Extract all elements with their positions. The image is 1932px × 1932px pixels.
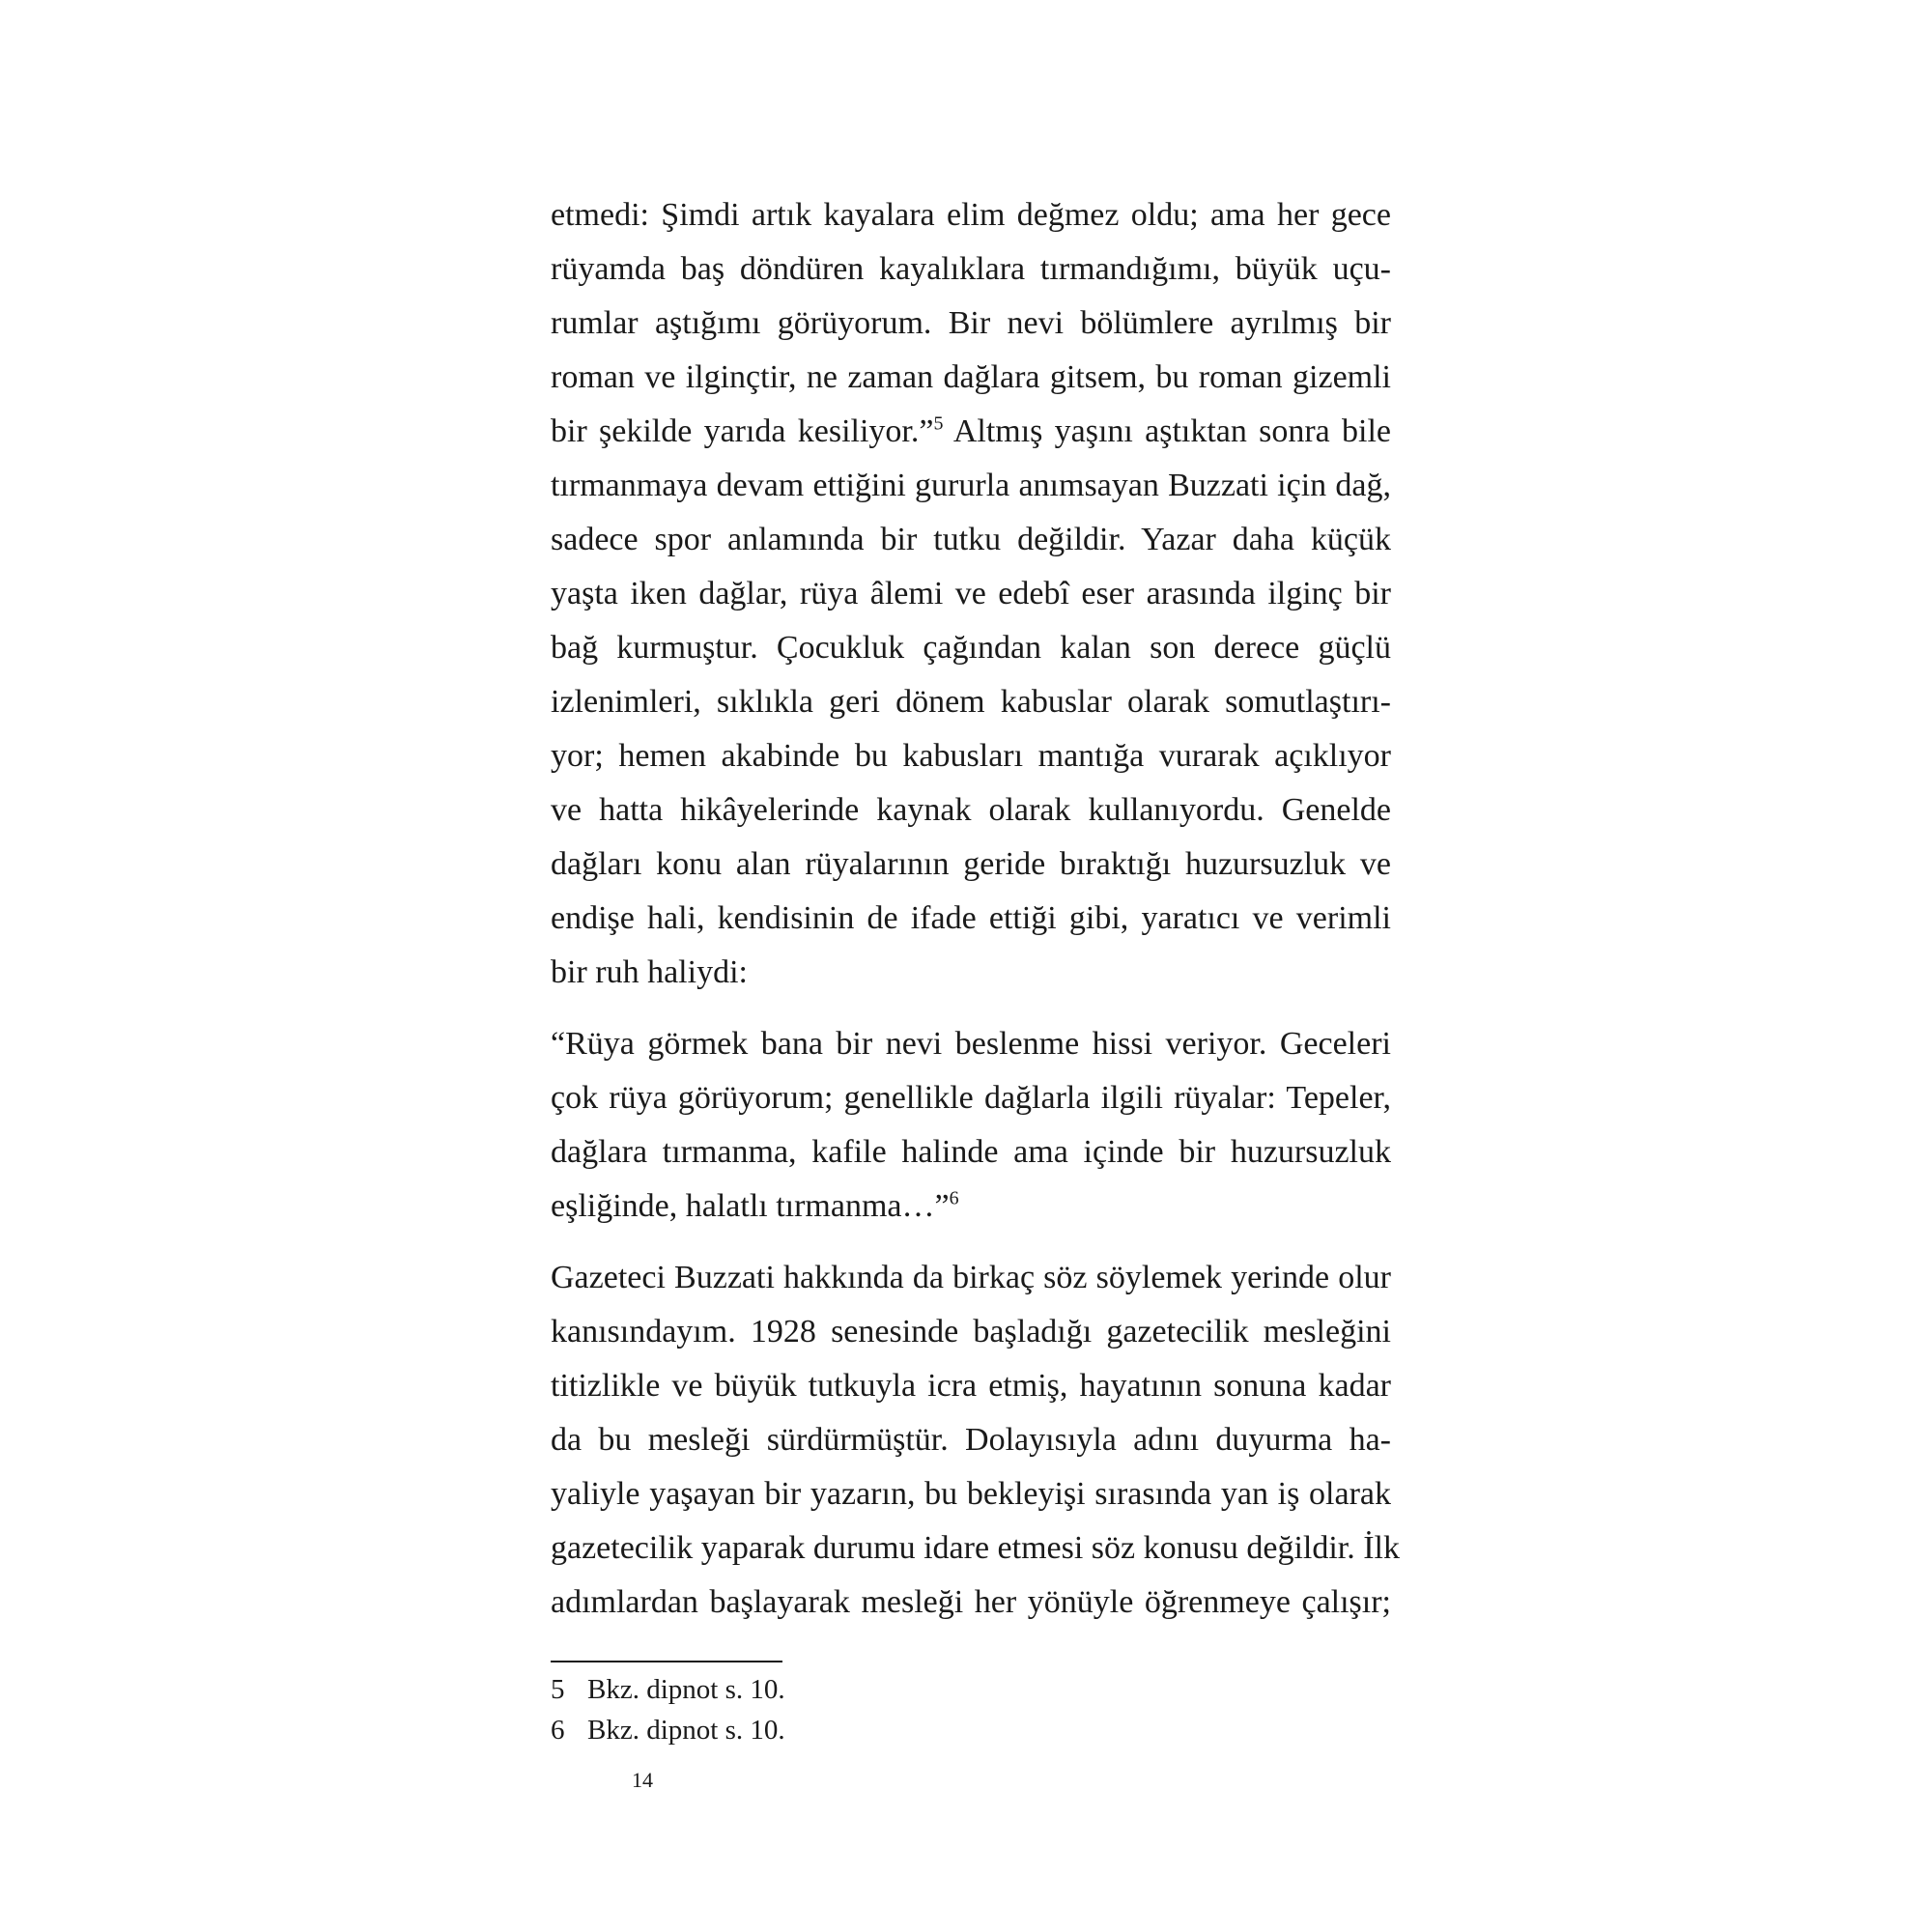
text-line bbox=[551, 405, 1391, 459]
text-line: Gazeteci Buzzati hakkında da birkaç söz söylemek yerinde olur bbox=[551, 1260, 1391, 1295]
text-line: adımlardan başlayarak mesleği her yönüyle öğrenmeye çalışır; bbox=[551, 1584, 1391, 1620]
quote-line: “Rüya görmek bana bir nevi beslenme hissi veriyor. Geceleri bbox=[551, 1026, 1391, 1062]
paragraph bbox=[551, 188, 1391, 1000]
quote-line: dağlara tırmanma, kafile halinde ama içinde bir huzursuzluk bbox=[551, 1134, 1391, 1170]
footnote-number: 6 bbox=[551, 1715, 565, 1746]
footnote-reference: 6 bbox=[949, 1187, 959, 1209]
text-line: kanısındayım. 1928 senesinde başladığı gazetecilik mesleğini bbox=[551, 1314, 1391, 1350]
paragraph bbox=[551, 1251, 1401, 1630]
text-line: gazetecilik yaparak durumu idare etmesi söz konusu değildir. İlk bbox=[551, 1530, 1401, 1566]
text-line: ve hatta hikâyelerinde kaynak olarak kullanıyordu. Genelde bbox=[551, 792, 1391, 828]
footnote-divider bbox=[551, 1661, 782, 1662]
footnote bbox=[551, 1669, 1391, 1710]
text-line: yaşta iken dağlar, rüya âlemi ve edebî eser arasında ilginç bir bbox=[551, 576, 1391, 611]
page-number: 14 bbox=[632, 1768, 653, 1792]
text-line: dağları konu alan rüyalarının geride bıraktığı huzursuzluk ve bbox=[551, 846, 1391, 882]
text-line: da bu mesleği sürdürmüştür. Dolayısıyla adını duyurma ha- bbox=[551, 1422, 1391, 1458]
quote-line: çok rüya görüyorum; genellikle dağlarla ilgili rüyalar: Tepeler, bbox=[551, 1080, 1391, 1116]
text-line: roman ve ilginçtir, ne zaman dağlara gitsem, bu roman gizemli bbox=[551, 359, 1391, 395]
text-line: yor; hemen akabinde bu kabusları mantığa vurarak açıklıyor bbox=[551, 738, 1391, 774]
block-quote bbox=[551, 1017, 1391, 1234]
text-fragment: eşliğinde, halatlı tırmanma…” bbox=[551, 1188, 950, 1224]
footnote-reference: 5 bbox=[933, 412, 944, 435]
text-line: tırmanmaya devam ettiğini gururla anımsayan Buzzati için dağ, bbox=[551, 468, 1391, 503]
footnote-text: Bkz. dipnot s. 10. bbox=[587, 1715, 785, 1746]
text-line: yaliyle yaşayan bir yazarın, bu bekleyişi sırasında yan iş olarak bbox=[551, 1476, 1391, 1512]
text-line: rumlar aştığımı görüyorum. Bir nevi bölümlere ayrılmış bir bbox=[551, 305, 1391, 341]
body-text bbox=[551, 188, 1401, 1630]
text-fragment: bir şekilde yarıda kesiliyor.” bbox=[551, 413, 934, 449]
text-line: etmedi: Şimdi artık kayalara elim değmez oldu; ama her gece bbox=[551, 197, 1391, 233]
paragraph-gap bbox=[551, 1000, 1391, 1017]
quote-line bbox=[551, 1179, 1391, 1234]
text-line: titizlikle ve büyük tutkuyla icra etmiş, hayatının sonuna kadar bbox=[551, 1368, 1391, 1404]
footnote-number: 5 bbox=[551, 1674, 565, 1705]
text-line: bağ kurmuştur. Çocukluk çağından kalan son derece güçlü bbox=[551, 630, 1391, 666]
text-line: sadece spor anlamında bir tutku değildir. Yazar daha küçük bbox=[551, 522, 1391, 557]
footnote bbox=[551, 1710, 1391, 1750]
text-line: bir ruh haliydi: bbox=[551, 954, 748, 990]
footnotes bbox=[551, 1669, 1391, 1750]
text-line: endişe hali, kendisinin de ifade ettiği gibi, yaratıcı ve verimli bbox=[551, 900, 1391, 936]
text-line: rüyamda baş döndüren kayalıklara tırmandığımı, büyük uçu- bbox=[551, 251, 1391, 287]
footnote-text: Bkz. dipnot s. 10. bbox=[587, 1674, 785, 1705]
text-fragment: Altmış yaşını aştıktan sonra bile bbox=[952, 413, 1391, 449]
text-line: izlenimleri, sıklıkla geri dönem kabuslar olarak somutlaştırı- bbox=[551, 684, 1391, 720]
paragraph-gap bbox=[551, 1234, 1391, 1251]
